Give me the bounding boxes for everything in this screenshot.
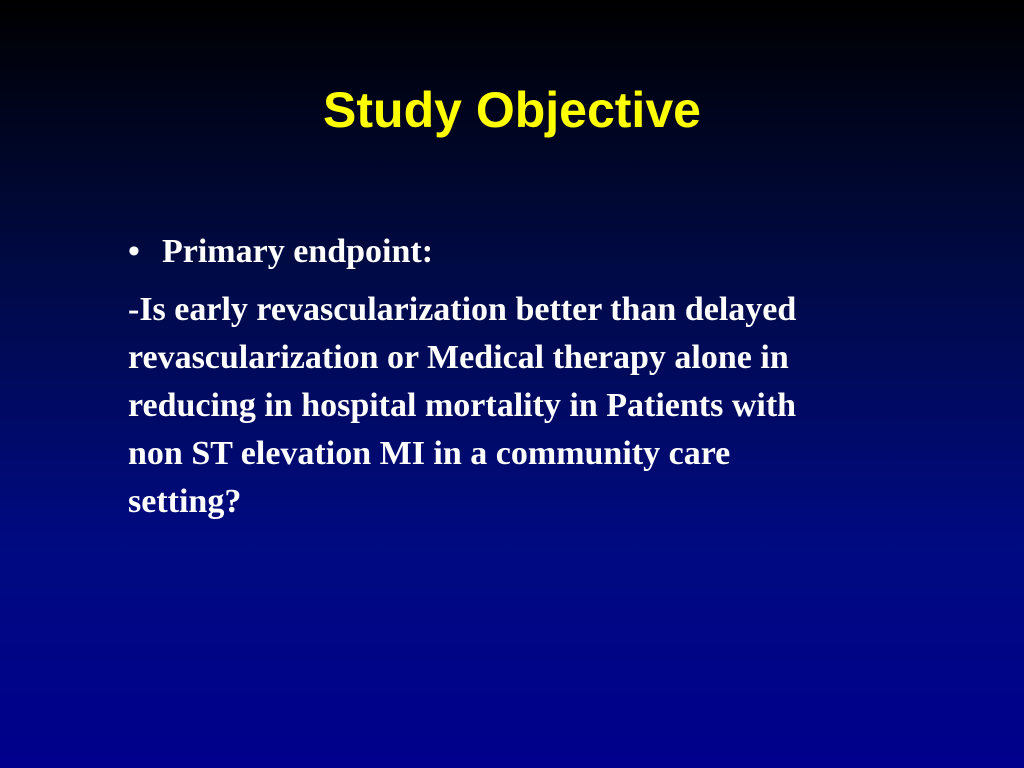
objective-paragraph bbox=[128, 286, 928, 526]
slide-body bbox=[128, 228, 928, 526]
paragraph-line: setting? bbox=[128, 483, 242, 520]
paragraph-line: reducing in hospital mortality in Patients with bbox=[128, 387, 797, 424]
bullet-item bbox=[128, 228, 928, 276]
paragraph-line: -Is early revascularization better than delayed bbox=[128, 291, 797, 328]
bullet-label: Primary endpoint: bbox=[162, 233, 434, 270]
paragraph-line: non ST elevation MI in a community care bbox=[128, 435, 731, 472]
paragraph-line: revascularization or Medical therapy alone in bbox=[128, 339, 789, 376]
slide-title: Study Objective bbox=[323, 82, 701, 138]
bullet-icon: • bbox=[128, 233, 140, 270]
